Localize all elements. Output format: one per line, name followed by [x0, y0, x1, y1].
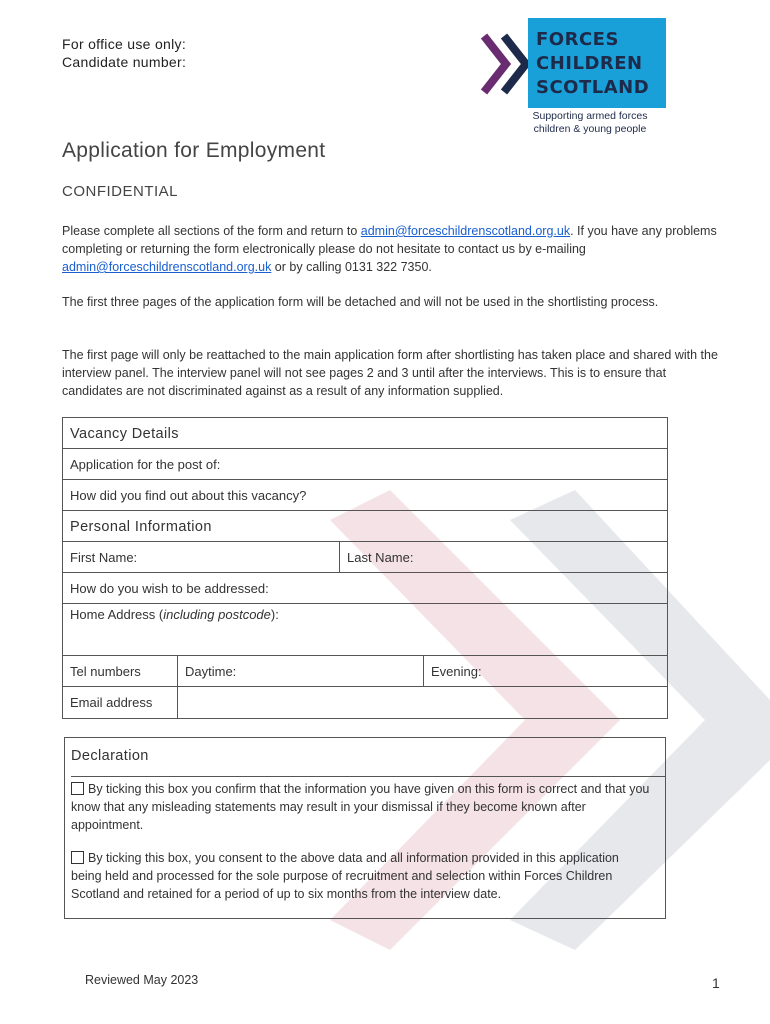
logo-line-3: SCOTLAND — [536, 77, 650, 98]
personal-info-header: Personal Information — [70, 519, 212, 535]
page-number: 1 — [712, 975, 720, 991]
first-name-field[interactable]: First Name: — [70, 550, 138, 565]
consent-checkbox[interactable] — [71, 851, 84, 864]
forces-children-scotland-logo — [478, 18, 668, 136]
declaration-divider — [71, 776, 665, 777]
intro-text-1: Please complete all sections of the form and return to — [62, 224, 361, 238]
intro-text-3: or by calling 0131 322 7350. — [271, 260, 432, 274]
logo-line-2: CHILDREN — [536, 53, 643, 74]
admin-email-link-1[interactable]: admin@forceschildrenscotland.org.uk — [360, 224, 571, 238]
found-vacancy-label: How did you find out about this vacancy? — [70, 488, 307, 503]
logo-tagline-1: Supporting armed forces — [532, 110, 648, 122]
candidate-number-label: Candidate number: — [62, 54, 187, 70]
vacancy-details-header: Vacancy Details — [70, 426, 179, 442]
evening-tel-field[interactable]: Evening: — [423, 656, 667, 686]
declaration-item-2-text: By ticking this box, you consent to the above data and all information provided in this application being held and processed for the sole purpose of recruitment and selection within Forces Children Scotland and retained for a period of up to six months from the interview date. — [71, 851, 619, 901]
name-row — [62, 541, 668, 573]
logo-wordmark — [536, 28, 649, 100]
vacancy-details-header-row — [62, 417, 668, 449]
daytime-tel-field[interactable]: Daytime: — [177, 656, 423, 686]
admin-email-link-2[interactable]: admin@forceschildrenscotland.org.uk — [62, 260, 272, 274]
post-field-label: Application for the post of: — [70, 457, 221, 472]
declaration-item-2 — [71, 849, 651, 903]
intro-paragraph-3: The first page will only be reattached to the main application form after shortlisting has taken place and shared with the interview panel. The interview panel will not see pages 2 and 3 until after the interviews. This is to ensure that candidates are not discriminated against as a result of any information supplied. — [62, 348, 718, 398]
reviewed-date: Reviewed May 2023 — [85, 973, 199, 987]
declaration-header: Declaration — [71, 748, 149, 764]
email-address-field[interactable] — [177, 687, 667, 718]
addressed-label: How do you wish to be addressed: — [70, 581, 269, 596]
home-address-row[interactable] — [62, 603, 668, 656]
tel-row — [62, 655, 668, 687]
confidential-heading: CONFIDENTIAL — [62, 183, 179, 200]
email-address-label: Email address — [70, 695, 153, 710]
declaration-item-1-text: By ticking this box you confirm that the information you have given on this form is correct and that you know that any misleading statements may result in your dismissal if they become known after appointment. — [71, 782, 650, 832]
logo-line-1: FORCES — [536, 29, 619, 50]
last-name-field[interactable]: Last Name: — [339, 542, 667, 572]
home-address-label — [63, 604, 667, 655]
office-use-block — [62, 35, 186, 71]
found-vacancy-row[interactable] — [62, 479, 668, 511]
office-use-label: For office use only: — [62, 36, 187, 52]
logo-tagline — [520, 110, 660, 136]
home-address-text: Home Address ( — [70, 607, 164, 622]
intro-text-2: . If you have any problems completing or returning the form electronically please do not hesitate to contact us by e-mailing — [62, 224, 717, 256]
logo-tagline-2: children & young people — [533, 123, 647, 135]
declaration-item-1 — [71, 780, 651, 834]
home-address-italic: including postcode — [163, 607, 271, 622]
personal-info-header-row — [62, 510, 668, 542]
page-title: Application for Employment — [62, 139, 326, 162]
declaration-box — [64, 737, 666, 919]
addressed-row[interactable] — [62, 572, 668, 604]
intro-paragraph-1 — [62, 222, 726, 276]
email-row — [62, 686, 668, 719]
home-address-end: ): — [270, 607, 279, 622]
post-row[interactable] — [62, 448, 668, 480]
tel-numbers-label: Tel numbers — [70, 664, 141, 679]
intro-paragraph-2: The first three pages of the application form will be detached and will not be used in the shortlisting process. — [62, 295, 659, 309]
confirm-checkbox[interactable] — [71, 782, 84, 795]
